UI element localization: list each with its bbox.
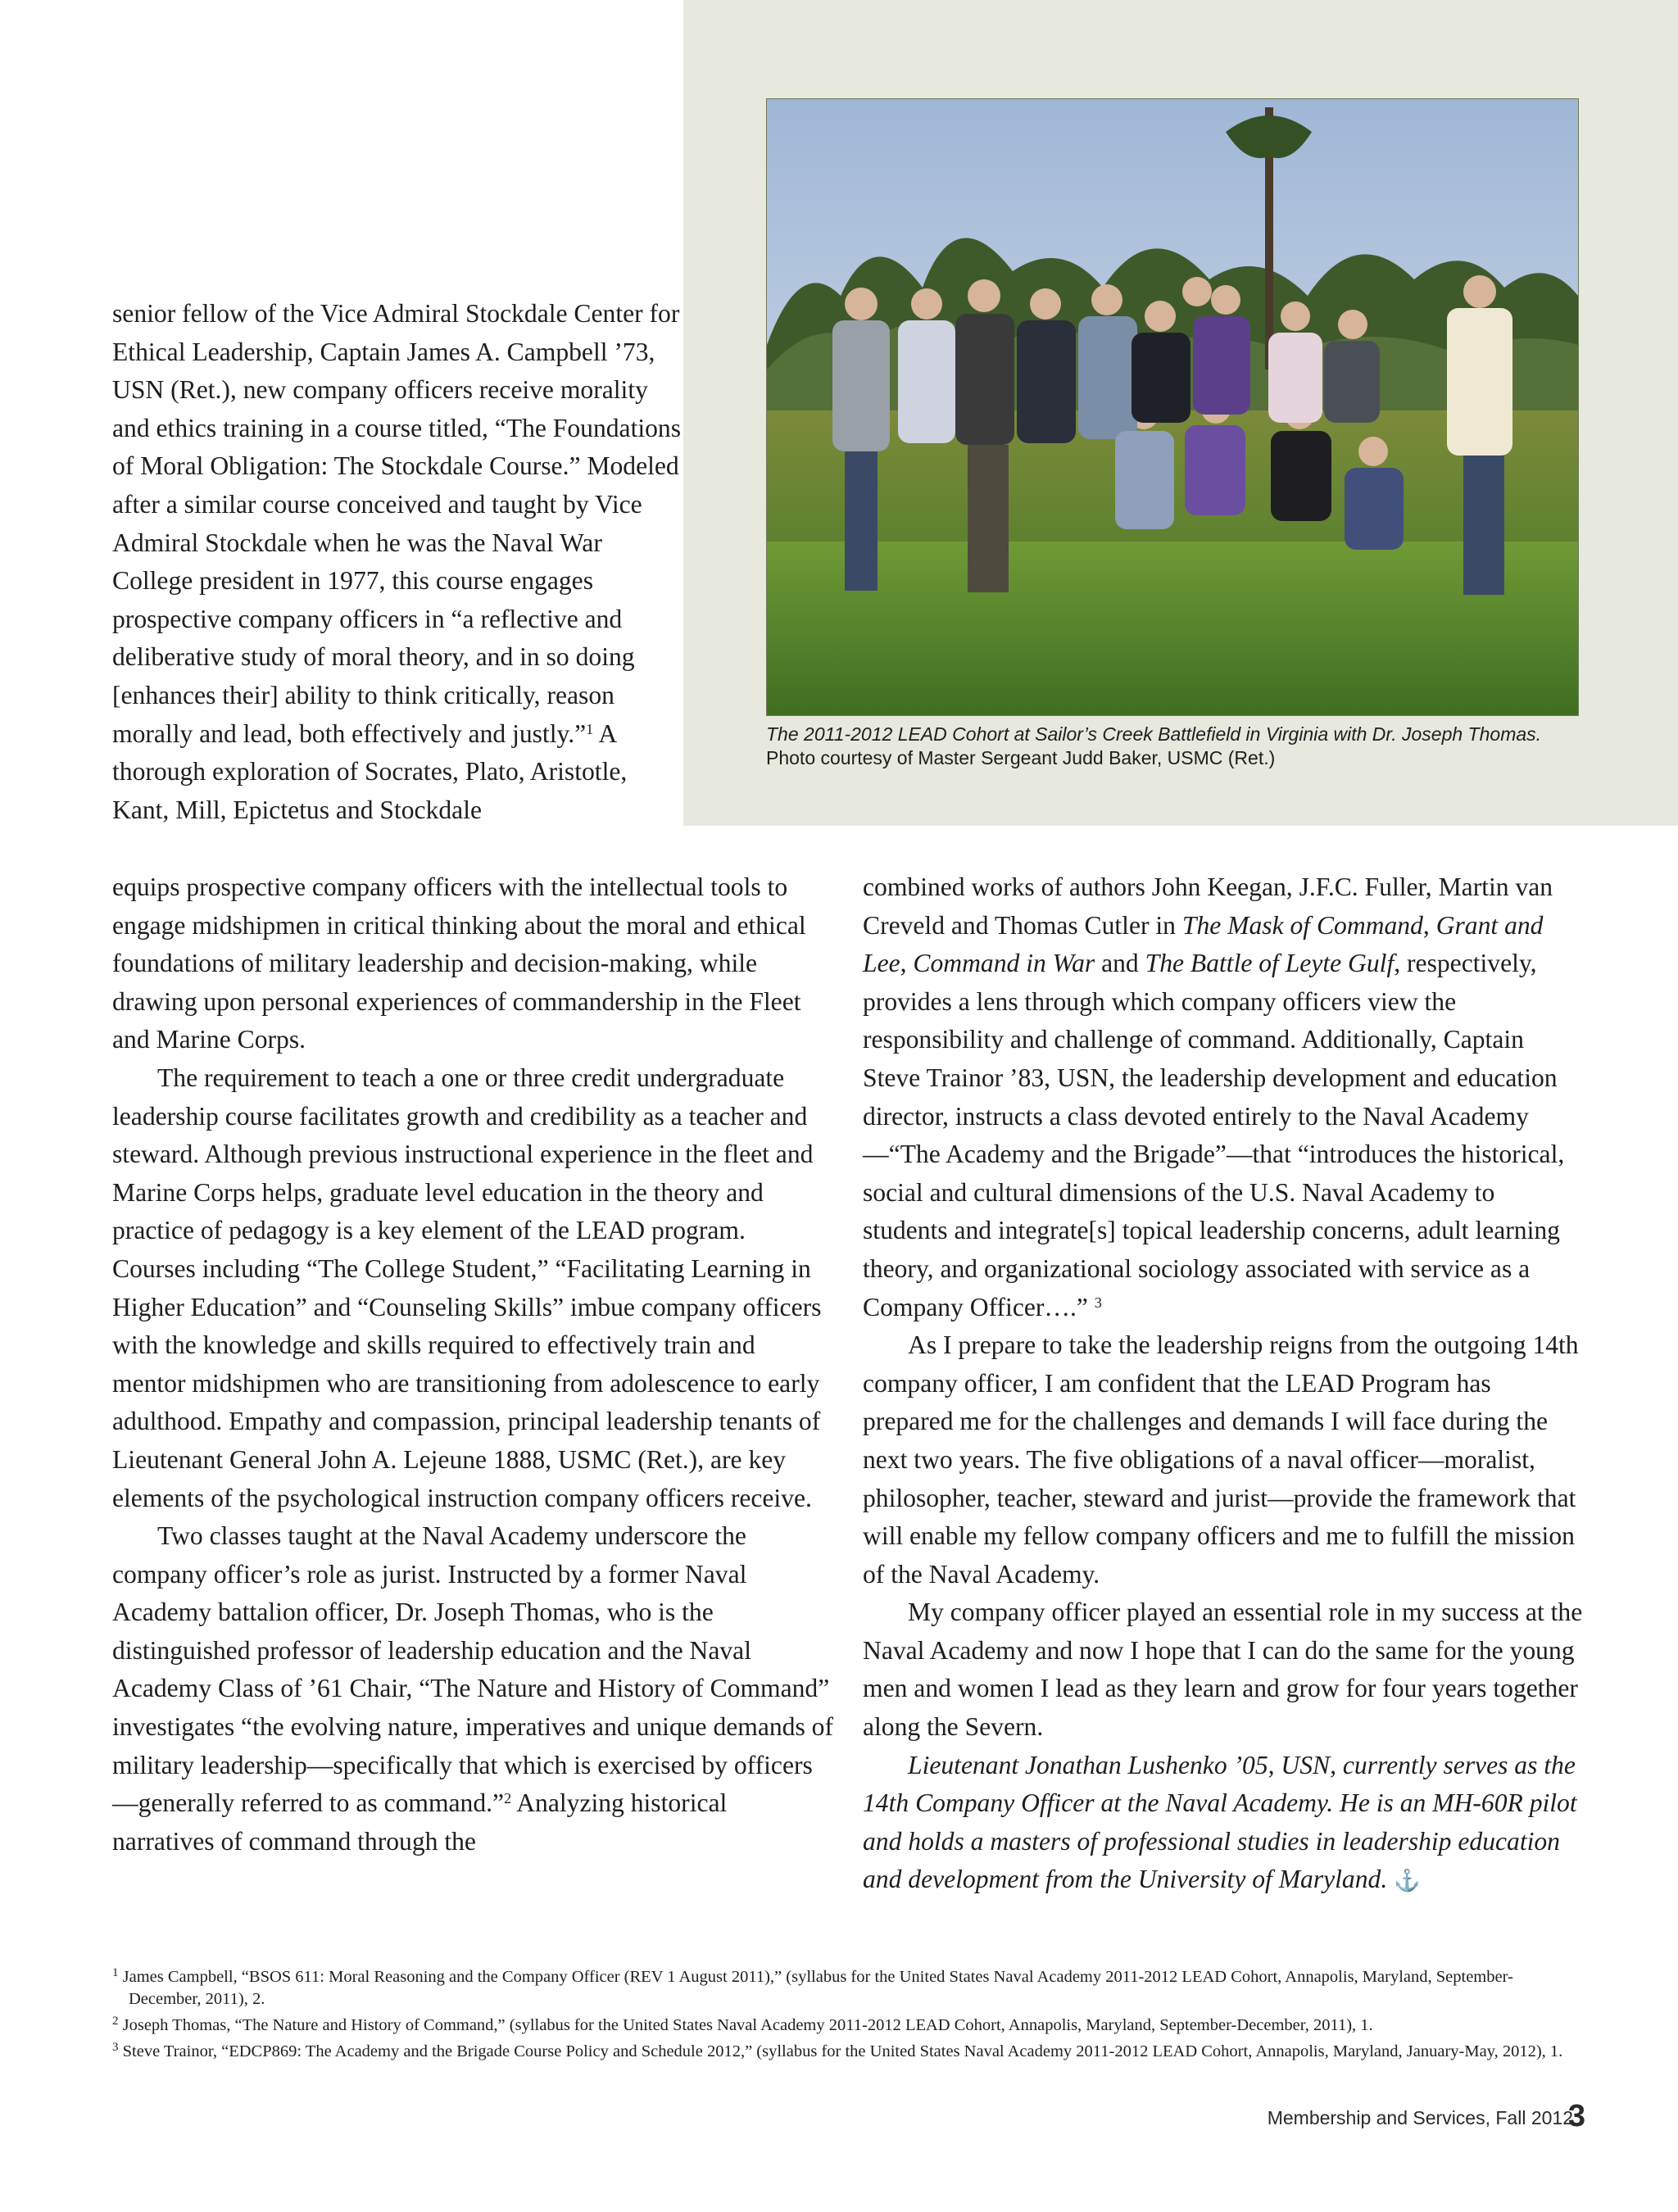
article-paragraph (112, 295, 686, 829)
footnote-text: Joseph Thomas, “The Nature and History of Command,” (syllabus for the United States Naval Academy 2011-2012 LEAD Cohort, Annapolis, Maryland, September-December, 2011), 1. (122, 2016, 1373, 2034)
footnote-text: James Campbell, “BSOS 611: Moral Reasoning and the Company Officer (REV 1 August 2011),” (syllabus for the United States Naval Academy 2011-2012 LEAD Cohort, Annapolis, Maryland, September-December, 2011), 2. (122, 1968, 1513, 2008)
footnote-number: 1 (112, 1966, 119, 1979)
page-footer: Membership and Services, Fall 2012 (1267, 2107, 1573, 2128)
author-bio (863, 1747, 1584, 1901)
article-paragraph: The requirement to teach a one or three credit undergraduate leadership course facilitates growth and credibility as a teacher and steward. Although previous instructional experience in the fleet and Marine Corps helps, graduate level education in the theory and practice of pedagogy is a key element of the LEAD program. Courses including “The College Student,” “Facilitating Learning in Higher Education” and “Counseling Skills” imbue company officers with the knowledge and skills required to effectively train and mentor midshipmen who are transitioning from adolescence to early adulthood. Empathy and compassion, principal leadership tenants of Lieutenant General John A. Lejeune 1888, USMC (Ret.), are key elements of the psychological instruction company officers receive. (112, 1063, 822, 1512)
footnote-ref: 3 (1094, 1294, 1102, 1311)
photo-credit: Photo courtesy of Master Sergeant Judd Baker, USMC (Ret.) (766, 747, 1276, 768)
cohort-photo-illustration (767, 99, 1578, 715)
page-number: 3 (1567, 2099, 1585, 2133)
footnote-number: 3 (112, 2041, 119, 2054)
article-column-left (112, 868, 833, 1861)
book-title: Command in War (913, 949, 1095, 978)
footnote-ref: 2 (504, 1790, 512, 1807)
article-text: , (1422, 910, 1436, 940)
article-paragraph: equips prospective company officers with the intellectual tools to engage midshipmen in critical thinking about the moral and ethical foundations of military leadership and decision-making, while drawing upon personal experiences of commandership in the Fleet and Marine Corps. (112, 873, 806, 1054)
article-paragraph: My company officer played an essential role in my success at the Naval Academy and now I hope that I can do the same for the young men and women I lead as they learn and grow for four years together along the Severn. (863, 1598, 1583, 1742)
book-title: The Battle of Leyte Gulf (1145, 949, 1395, 978)
author-bio-text: Lieutenant Jonathan Lushenko ’05, USN, currently serves as the 14th Company Officer at the Naval Academy. He is an MH-60R pilot and holds a masters of professional studies in leadership education and development from the University of Maryland. (863, 1750, 1577, 1894)
footnote (112, 2015, 1579, 2037)
photo-caption-text: The 2011-2012 LEAD Cohort at Sailor’s Creek Battlefield in Virginia with Dr. Joseph Thomas. (766, 723, 1542, 745)
article-text: , (900, 949, 914, 978)
book-title: Grant and Lee (863, 910, 1544, 978)
footnote (112, 2041, 1579, 2063)
footnote (112, 1966, 1579, 2010)
article-column-top (112, 295, 686, 829)
article-text: , respectively, provides a lens through which company officers view the responsibility and challenge of command. Additionally, Captain Steve Trainor ’83, USN, the leadership development and education director, instructs a class devoted entirely to the Naval Academy—“The Academy and the Brigade”—that “introduces the historical, social and cultural dimensions of the U.S. Naval Academy to students and integrate[s] topical leadership concerns, adult learning theory, and organizational sociology associated with service as a Company Officer….” (863, 949, 1565, 1321)
footnote-ref: 1 (586, 720, 594, 737)
article-text: combined works of authors John Keegan, J.F.C. Fuller, Martin van Creveld and Thomas Cutler in (863, 873, 1553, 940)
footnote-text: Steve Trainor, “EDCP869: The Academy and the Brigade Course Policy and Schedule 2012,” (syllabus for the United States Naval Academy 2011-2012 LEAD Cohort, Annapolis, Maryland, January-May, 2012), 1. (122, 2042, 1563, 2060)
article-text: senior fellow of the Vice Admiral Stockdale Center for Ethical Leadership, Captain James A. Campbell ’73, USN (Ret.), new company officers receive morality and ethics training in a course titled, “The Foundations of Moral Obligation: The Stockdale Course.” Modeled after a similar course conceived and taught by Vice Admiral Stockdale when he was the Naval War College president in 1977, this course engages prospective company officers in “a reflective and deliberative study of moral theory, and in so doing [enhances their] ability to think critically, reason morally and lead, both effectively and justly.” (112, 299, 682, 748)
anchor-icon: ⚓ (1394, 1869, 1421, 1893)
book-title: The Mask of Command (1181, 910, 1423, 940)
footnote-number: 2 (112, 2015, 119, 2028)
article-text: A thorough exploration of Socrates, Plato, Aristotle, Kant, Mill, Epictetus and Stockdale (112, 718, 628, 824)
article-paragraph (863, 868, 1584, 1326)
article-paragraph: As I prepare to take the leadership reigns from the outgoing 14th company officer, I am confident that the LEAD Program has prepared me for the challenges and demands I will face during the next two years. The five obligations of a naval officer—moralist, philosopher, teacher, steward and jurist—provide the framework that will enable my fellow company officers and me to fulfill the mission of the Naval Academy. (863, 1330, 1579, 1589)
article-column-right (863, 868, 1584, 1901)
cohort-photo (766, 98, 1579, 716)
article-text: Two classes taught at the Naval Academy underscore the company officer’s role as jurist. Instructed by a former Naval Academy battalion officer, Dr. Joseph Thomas, who is the distinguished professor of leadership education and the Naval Academy Class of ’61 Chair, “The Nature and History of Command” investigates “the evolving nature, imperatives and unique demands of military leadership—specifically that which is exercised by officers—generally referred to as command.” (112, 1521, 833, 1818)
photo-caption (766, 723, 1585, 770)
article-text: Analyzing historical narratives of command through the (112, 1788, 728, 1856)
footnotes (112, 1966, 1579, 2067)
article-paragraph (112, 1517, 833, 1861)
article-text: and (1095, 949, 1145, 978)
